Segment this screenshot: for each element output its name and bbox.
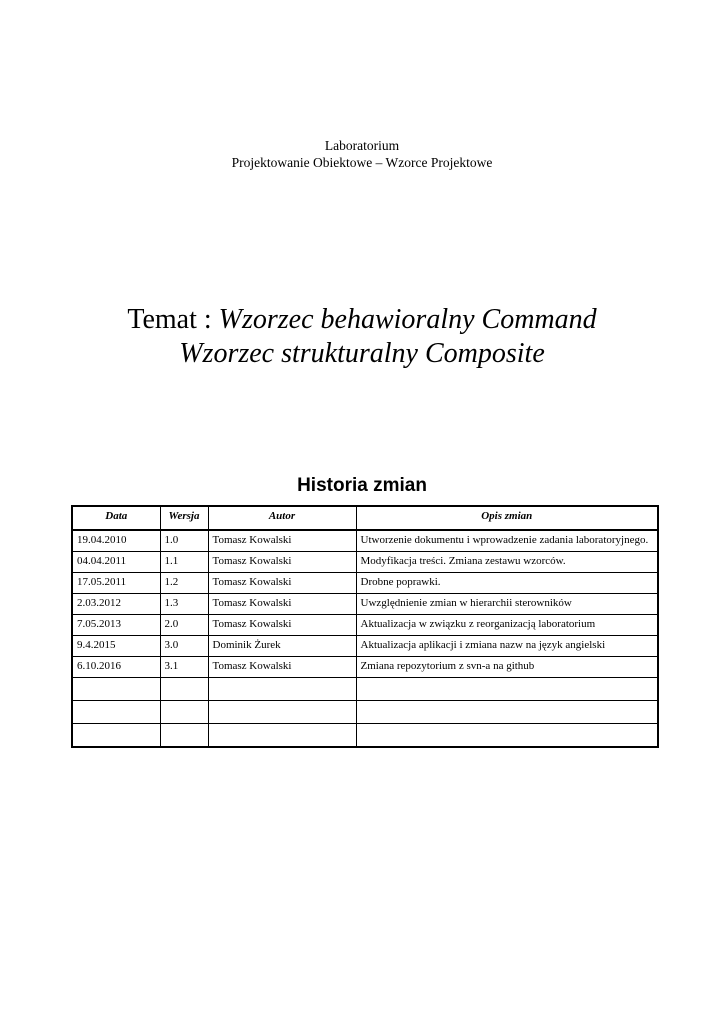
cell-date: 04.04.2011 xyxy=(72,552,160,573)
cell-version xyxy=(160,701,208,724)
table-row xyxy=(72,636,658,657)
cell-author xyxy=(208,678,356,701)
cell-description: Aktualizacja aplikacji i zmiana nazw na język angielski xyxy=(356,636,658,657)
cell-version xyxy=(160,678,208,701)
history-heading: Historia zmian xyxy=(297,475,427,496)
table-row xyxy=(72,552,658,573)
cell-description xyxy=(356,678,658,701)
cell-author: Dominik Żurek xyxy=(208,636,356,657)
cell-date: 9.4.2015 xyxy=(72,636,160,657)
title-topic-2: Wzorzec strukturalny Composite xyxy=(179,338,545,369)
cell-author: Tomasz Kowalski xyxy=(208,552,356,573)
title-prefix: Temat : xyxy=(127,304,219,335)
column-header-description: Opis zmian xyxy=(356,506,658,530)
cell-description: Uwzględnienie zmian w hierarchii sterowników xyxy=(356,594,658,615)
cell-version: 3.0 xyxy=(160,636,208,657)
cell-version xyxy=(160,724,208,748)
cell-description xyxy=(356,701,658,724)
table-row-empty xyxy=(72,678,658,701)
title-topic-1: Wzorzec behawioralny Command xyxy=(218,304,597,335)
cell-author: Tomasz Kowalski xyxy=(208,615,356,636)
column-header-version: Wersja xyxy=(160,506,208,530)
cell-author: Tomasz Kowalski xyxy=(208,657,356,678)
cell-version: 1.3 xyxy=(160,594,208,615)
cell-version: 2.0 xyxy=(160,615,208,636)
cell-description: Drobne poprawki. xyxy=(356,573,658,594)
header-line-lab: Laboratorium xyxy=(324,138,400,153)
cell-author xyxy=(208,701,356,724)
cell-date xyxy=(72,724,160,748)
header-line-course: Projektowanie Obiektowe – Wzorce Projektowe xyxy=(231,155,493,170)
cell-version: 1.1 xyxy=(160,552,208,573)
table-row xyxy=(72,573,658,594)
history-table xyxy=(71,505,659,748)
table-row-empty xyxy=(72,724,658,748)
table-row xyxy=(72,530,658,552)
cell-author: Tomasz Kowalski xyxy=(208,594,356,615)
table-row xyxy=(72,615,658,636)
cell-author: Tomasz Kowalski xyxy=(208,573,356,594)
cell-description xyxy=(356,724,658,748)
cell-description: Modyfikacja treści. Zmiana zestawu wzorców. xyxy=(356,552,658,573)
title-line-1 xyxy=(0,303,724,337)
cell-date: 2.03.2012 xyxy=(72,594,160,615)
cell-author xyxy=(208,724,356,748)
cell-date: 7.05.2013 xyxy=(72,615,160,636)
cell-description: Utworzenie dokumentu i wprowadzenie zadania laboratoryjnego. xyxy=(356,530,658,552)
column-header-author: Autor xyxy=(208,506,356,530)
cell-date: 17.05.2011 xyxy=(72,573,160,594)
table-row xyxy=(72,594,658,615)
cell-date: 19.04.2010 xyxy=(72,530,160,552)
cell-version: 3.1 xyxy=(160,657,208,678)
column-header-date: Data xyxy=(72,506,160,530)
document-header xyxy=(0,137,724,171)
cell-author: Tomasz Kowalski xyxy=(208,530,356,552)
cell-description: Zmiana repozytorium z svn-a na github xyxy=(356,657,658,678)
cell-date: 6.10.2016 xyxy=(72,657,160,678)
history-header-row xyxy=(72,506,658,530)
document-title xyxy=(0,303,724,371)
table-row-empty xyxy=(72,701,658,724)
table-row xyxy=(72,657,658,678)
cell-date xyxy=(72,678,160,701)
title-line-2 xyxy=(0,337,724,371)
cell-description: Aktualizacja w związku z reorganizacją laboratorium xyxy=(356,615,658,636)
cell-version: 1.2 xyxy=(160,573,208,594)
cell-date xyxy=(72,701,160,724)
cell-version: 1.0 xyxy=(160,530,208,552)
